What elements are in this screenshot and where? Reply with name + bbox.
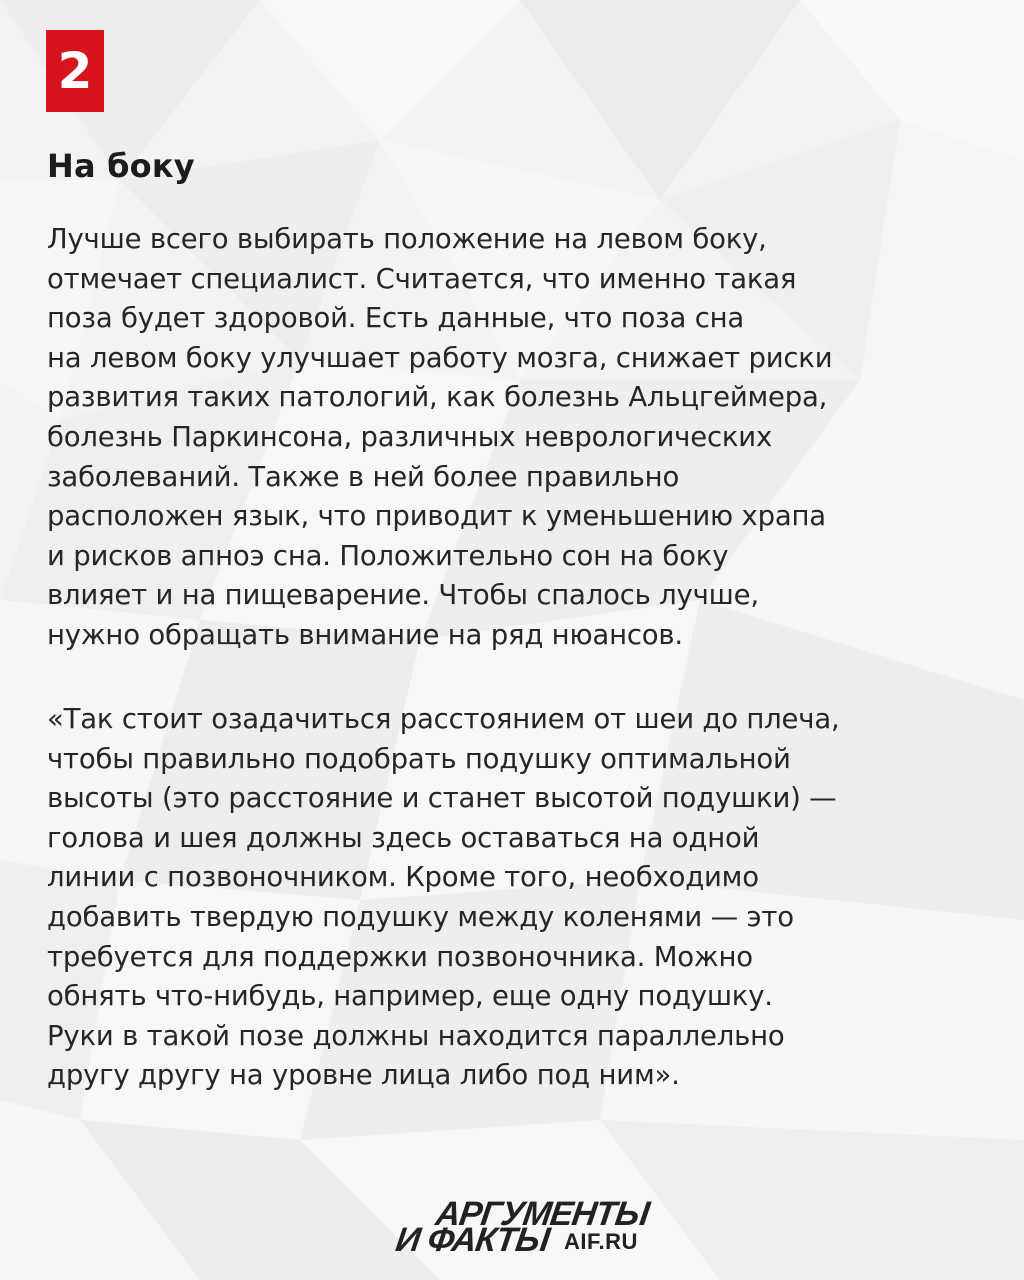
logo-line-1: АРГУМЕНТЫ <box>433 1195 652 1233</box>
body-paragraph-1: Лучше всего выбирать положение на левом боку, отмечает специалист. Считается, что именно такая поза будет здоровой. Есть данные, что поза сна на левом боку улучшает работу мозга, снижает риски развития таких патологий, как болезнь Альцгеймера, болезнь Паркинсона, различных неврологических заболеваний. Также в ней более правильно расположен язык, что приводит к уменьшению храпа и рисков апноэ сна. Положительно сон на боку влияет и на пищеварение. Чтобы спалось лучше, нужно обращать внимание на ряд нюансов. <box>47 223 833 651</box>
section-heading: На боку <box>47 147 195 185</box>
logo-url: AIF.RU <box>564 1229 638 1254</box>
aif-logo <box>388 1196 658 1268</box>
quote-paragraph: «Так стоит озадачиться расстоянием от шеи до плеча, чтобы правильно подобрать подушку оптимальной высоты (это расстояние и станет высотой подушки) — голова и шея должны здесь оставаться на одной линии с позвоночником. Кроме того, необходимо добавить твердую подушку между коленями — это требуется для поддержки позвоночника. Можно обнять что-нибудь, например, еще одну подушку. Руки в такой позе должны находится параллельно другу другу на уровне лица либо под ним». <box>47 703 840 1092</box>
logo-line-2: И ФАКТЫ <box>393 1221 552 1259</box>
slide-number-badge: 2 <box>46 30 104 112</box>
